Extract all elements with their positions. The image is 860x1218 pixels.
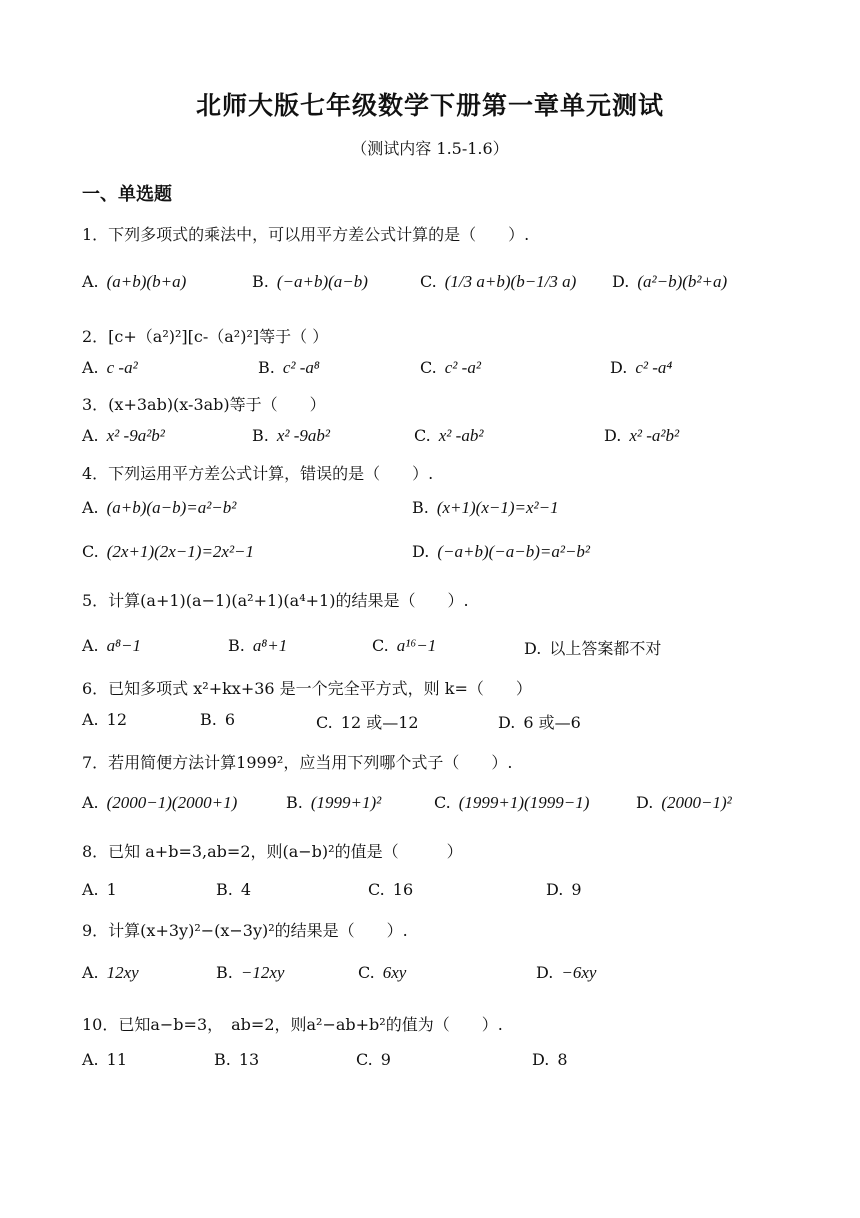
question-option: C. (2x+1)(2x−1)=2x²−1 <box>82 542 255 561</box>
question-option: C. (1/3 a+b)(b−1/3 a) <box>420 272 577 291</box>
question-option: D. 6 或—6 <box>498 713 581 732</box>
question-option: C. 6xy <box>358 963 407 982</box>
question-stem: 2．[c+（a²)²][c-（a²)²]等于（ ） <box>82 327 329 346</box>
question-option: B. 4 <box>216 880 252 899</box>
question-option: C. 9 <box>356 1050 391 1069</box>
question-stem: 7．若用简便方法计算1999²，应当用下列哪个式子（ ）. <box>82 753 513 772</box>
question-stem: 5．计算(a+1)(a−1)(a²+1)(a⁴+1)的结果是（ ）. <box>82 591 469 610</box>
question-option: A. x² -9a²b² <box>82 426 165 445</box>
question-stem: 6．已知多项式 x²+kx+36 是一个完全平方式，则 k=（ ） <box>82 679 532 698</box>
question-option: B. (1999+1)² <box>286 793 382 812</box>
question-stem: 10．已知a−b=3， ab=2，则a²−ab+b²的值为（ ）. <box>82 1015 503 1034</box>
question-option: D. (2000−1)² <box>636 793 732 812</box>
question-stem: 4．下列运用平方差公式计算，错误的是（ ）. <box>82 464 434 483</box>
question-option: A. a⁸−1 <box>82 636 142 655</box>
question-option: B. (x+1)(x−1)=x²−1 <box>412 498 559 517</box>
question-option: B. −12xy <box>216 963 285 982</box>
question-stem: 1．下列多项式的乘法中，可以用平方差公式计算的是（ ）. <box>82 225 530 244</box>
page-title: 北师大版七年级数学下册第一章单元测试 <box>195 91 664 120</box>
question-option: B. (−a+b)(a−b) <box>252 272 368 291</box>
question-option: C. 12 或—12 <box>316 713 419 732</box>
question-option: C. (1999+1)(1999−1) <box>434 793 590 812</box>
question-option: B. c² -a⁸ <box>258 358 320 377</box>
question-stem: 9．计算(x+3y)²−(x−3y)²的结果是（ ）. <box>82 921 408 940</box>
question-option: A. (2000−1)(2000+1) <box>82 793 238 812</box>
question-option: D. 9 <box>546 880 582 899</box>
question-option: C. a¹⁶−1 <box>372 636 437 655</box>
question-option: A. 1 <box>82 880 117 899</box>
question-option: B. a⁸+1 <box>228 636 288 655</box>
question-option: D. 以上答案都不对 <box>524 639 662 658</box>
question-option: C. x² -ab² <box>414 426 484 445</box>
question-option: B. 13 <box>214 1050 260 1069</box>
question-option: A. 12 <box>82 710 127 729</box>
question-option: A. 11 <box>82 1050 127 1069</box>
page-subtitle: （测试内容 1.5-1.6） <box>351 139 509 158</box>
question-option: D. c² -a⁴ <box>610 358 673 377</box>
question-option: A. 12xy <box>82 963 139 982</box>
question-option: D. x² -a²b² <box>604 426 680 445</box>
question-stem: 8．已知 a+b=3,ab=2，则(a−b)²的值是（ ） <box>82 842 463 861</box>
question-option: A. (a+b)(b+a) <box>82 272 187 291</box>
question-option: B. x² -9ab² <box>252 426 330 445</box>
question-option: D. −6xy <box>536 963 597 982</box>
question-stem: 3．(x+3ab)(x-3ab)等于（ ） <box>82 395 326 414</box>
question-option: A. c -a² <box>82 358 138 377</box>
question-option: D. 8 <box>532 1050 568 1069</box>
question-option: D. (a²−b)(b²+a) <box>612 272 728 291</box>
section-heading: 一、单选题 <box>82 184 172 205</box>
question-option: A. (a+b)(a−b)=a²−b² <box>82 498 237 517</box>
question-option: D. (−a+b)(−a−b)=a²−b² <box>412 542 591 561</box>
question-option: C. c² -a² <box>420 358 481 377</box>
question-option: B. 6 <box>200 710 236 729</box>
question-option: C. 16 <box>368 880 414 899</box>
